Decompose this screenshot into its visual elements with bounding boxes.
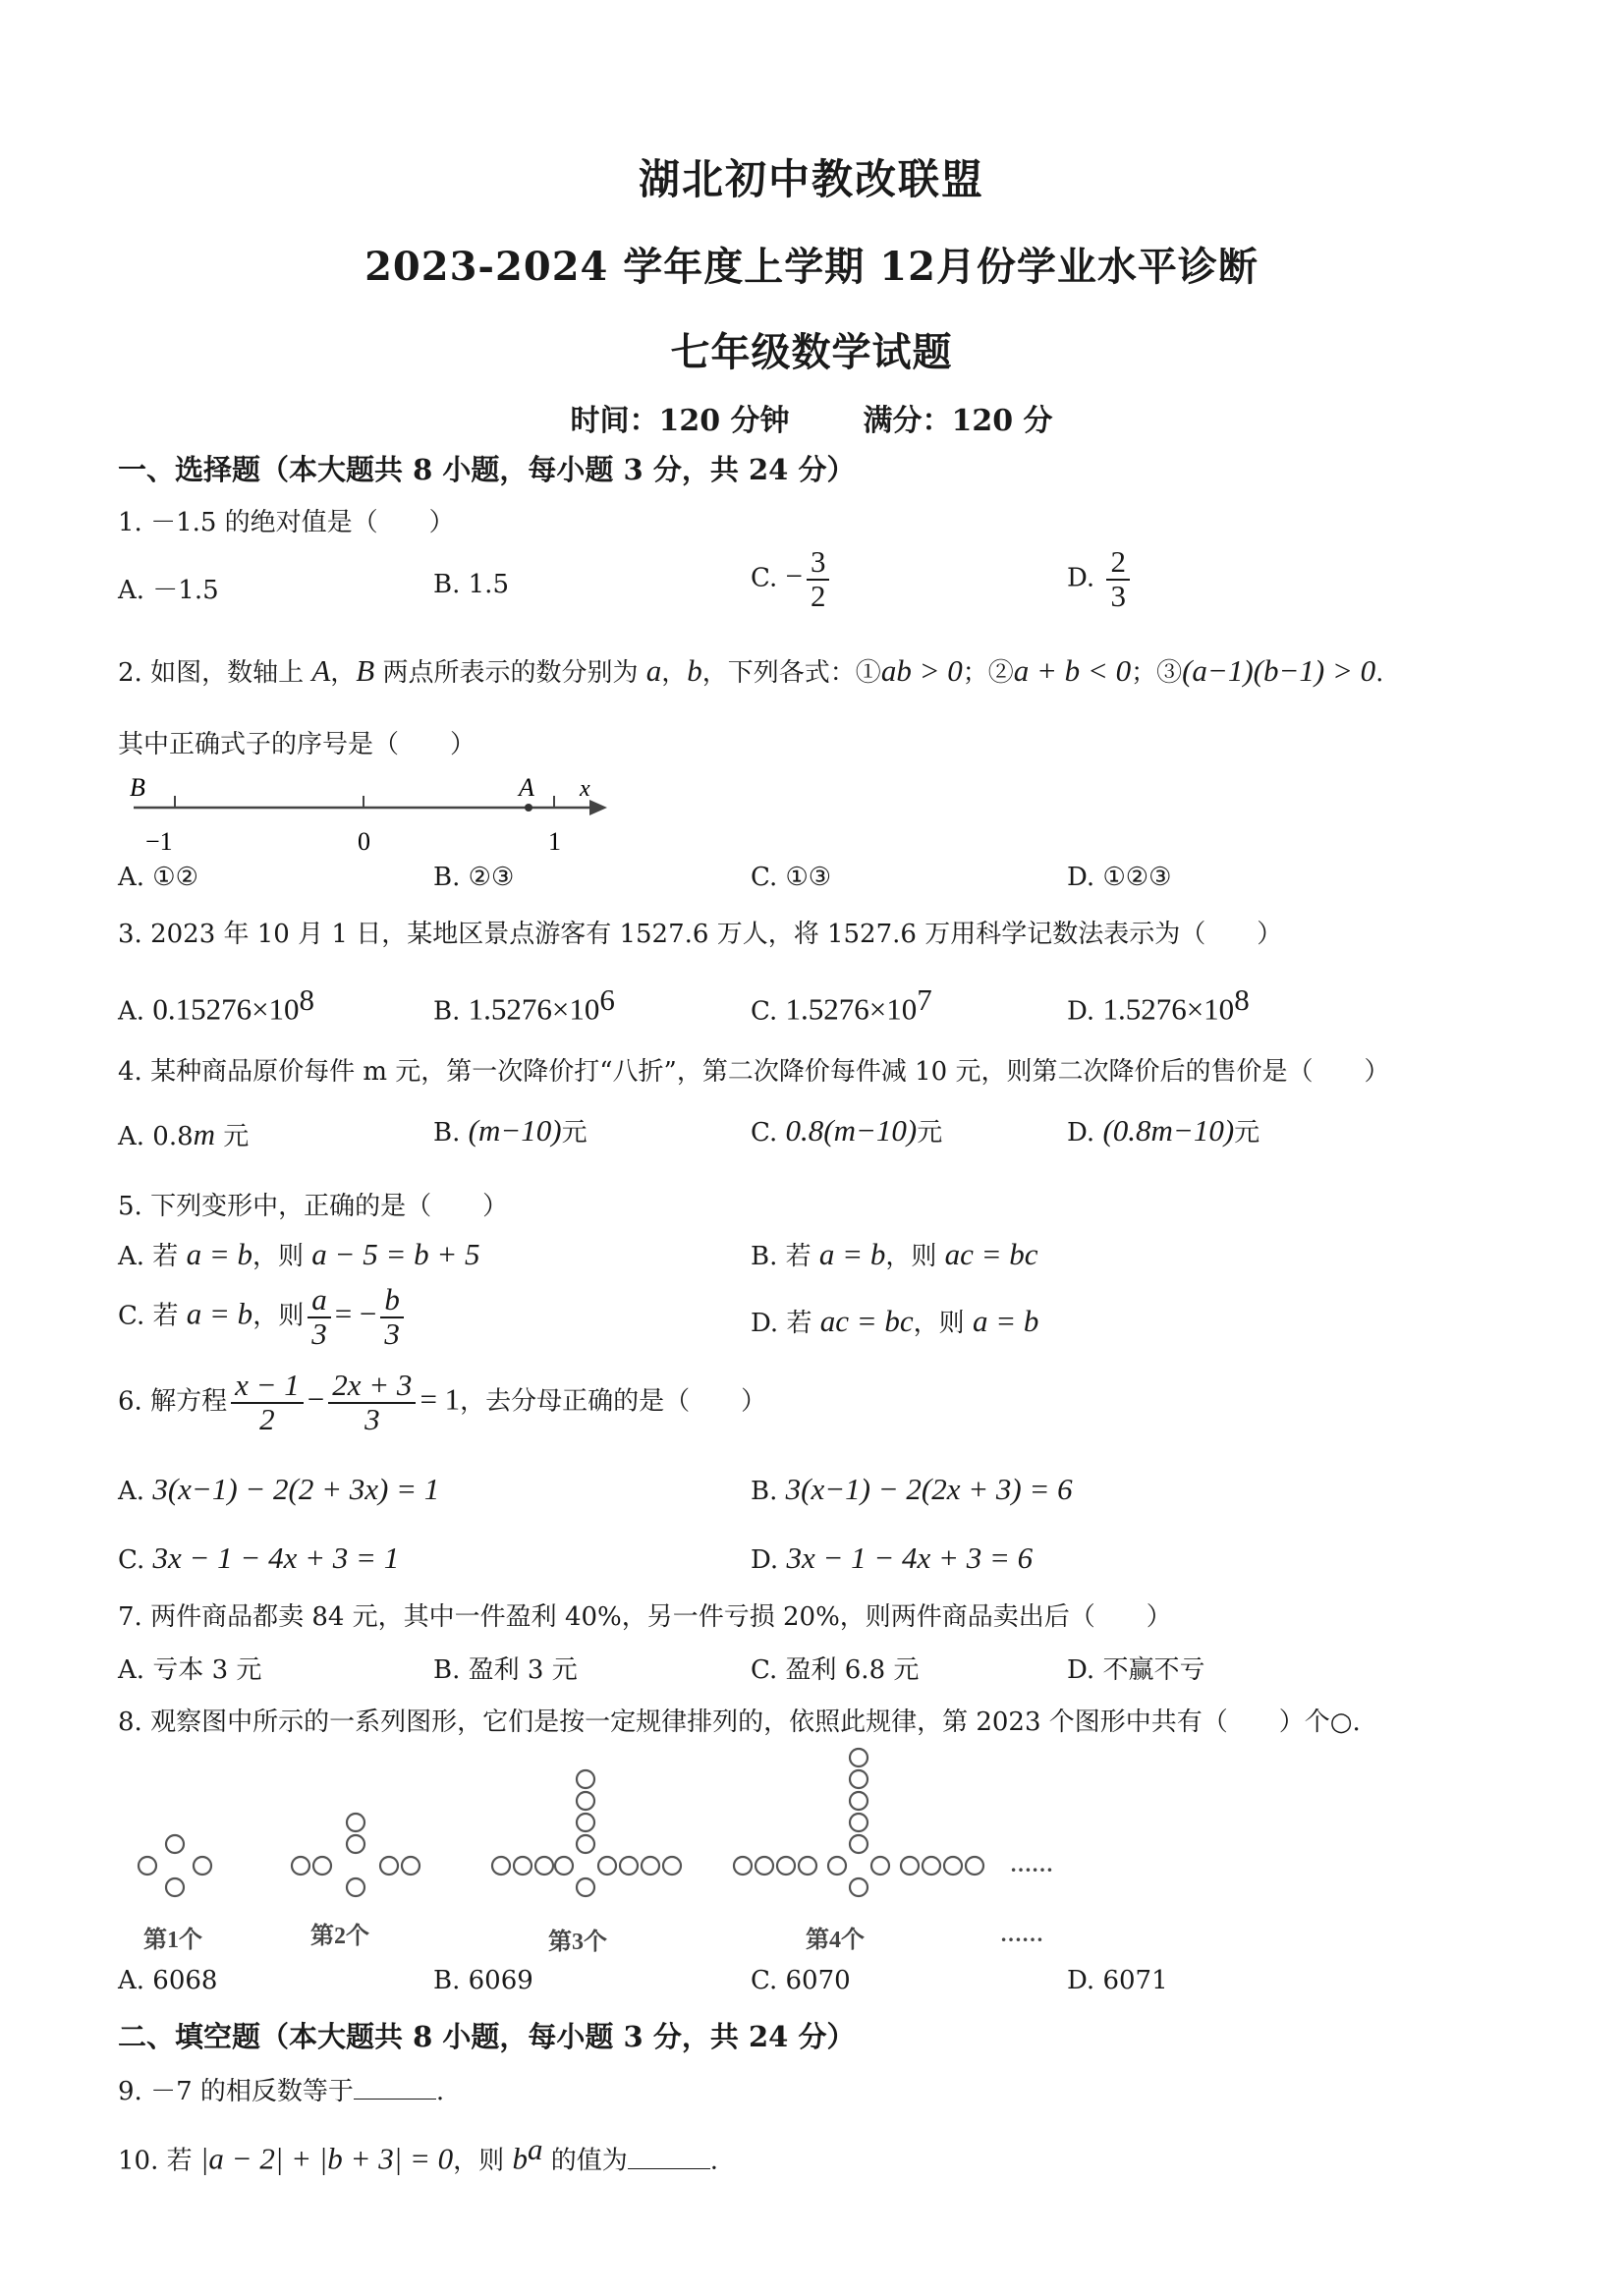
q1-option-c: C. − $\frac{3}{2}$ [751,546,833,612]
circle-mark [347,1835,364,1853]
tick-label-1: 1 [548,827,561,856]
q2-option-b: B. ②③ [433,863,515,892]
circle-mark [850,1835,867,1853]
point-a [525,804,532,812]
q6-frac-1: $\frac{x - 1}{2}$ [231,1370,304,1435]
q1-stem: 1. －1.5 的绝对值是（ ） [118,508,455,537]
fig-label-2: 第2个 [310,1924,369,1949]
q7-option-d: D. 不赢不亏 [1067,1655,1205,1685]
term-month: 12 [879,244,936,290]
circle-mark [799,1857,816,1875]
q5-option-a: A. 若 a = b，则 a − 5 = b + 5 [118,1237,480,1271]
question-2: 2. 如图，数轴上 A，B 两点所表示的数分别为 a，b，下列各式：①ab > 0；②a + b < 0；③(a−1)(b−1) > 0. [118,653,1384,688]
q8-option-a: A. 6068 [118,1966,218,1995]
q6-frac-2: $\frac{2x + 3}{3}$ [328,1370,416,1435]
circle-mark [194,1857,211,1875]
org-text: 湖北初中教改联盟 [638,155,984,203]
q4-option-d: D. (0.8m−10)元 [1067,1113,1260,1148]
fig-label-4: 第4个 [806,1928,865,1953]
circle-mark [577,1770,594,1788]
q3-option-b: B. $1.5276\times 10^6$ [433,982,615,1027]
q5-c-frac-2: $\frac{b}{3}$ [380,1284,404,1350]
q6-option-c: C. 3x − 1 − 4x + 3 = 1 [118,1540,400,1575]
circle-mark [577,1835,594,1853]
q4-option-c: C. 0.8(m−10)元 [751,1113,943,1148]
circle-mark [402,1857,420,1875]
score-label: 满分： [863,404,952,438]
q5-option-b: B. 若 a = b，则 ac = bc [751,1237,1038,1271]
term-year: 2023-2024 [364,244,609,290]
q6-option-b: B. 3(x−1) − 2(2x + 3) = 6 [751,1472,1073,1506]
circle-mark [292,1857,309,1875]
question-4: 4. 某种商品原价每件 m 元，第一次降价打“八折”，第二次降价每件减 10 元，则第二次降价后的售价是（ ） [118,1057,1390,1087]
q8-option-b: B. 6069 [433,1966,533,1995]
q4-option-a: A. 0.8m 元 [118,1117,250,1151]
question-9: 9. －7 的相反数等于 . [118,2077,445,2106]
q3-option-d: D. $1.5276\times 10^8$ [1067,982,1250,1027]
q8-option-c: C. 6070 [751,1966,851,1995]
circle-mark [620,1857,638,1875]
circle-mark [756,1857,773,1875]
question-3: 3. 2023 年 10 月 1 日，某地区景点游客有 1527.6 万人，将 1527.6 万用科学记数法表示为（ ） [118,920,1283,949]
q7-option-b: B. 盈利 3 元 [433,1655,578,1685]
label-x: x [580,776,590,802]
score-value: 120 [951,404,1014,438]
q5-option-c: C. 若 a = b，则 $\frac{a}{3}$ = − $\frac{b}{3}$ [118,1284,408,1350]
subject-text: 七年级数学试题 [670,329,953,375]
q5-option-d: D. 若 ac = bc，则 a = b [751,1304,1039,1338]
answer-blank[interactable] [354,2098,436,2100]
circle-mark [923,1857,940,1875]
circle-mark [871,1857,889,1875]
fig-label-1: 第1个 [143,1928,202,1953]
term-end: 月份学业水平诊断 [935,244,1259,290]
circle-mark [901,1857,919,1875]
circle-mark [535,1857,553,1875]
circle-mark [514,1857,532,1875]
question-10: 10. 若 |a − 2| + |b + 3| = 0，则 $b^a$ 的值为 . [118,2132,718,2176]
q1-c-fraction: $\frac{3}{2}$ [807,546,830,612]
circle-mark [598,1857,616,1875]
circle-mark [347,1814,364,1831]
circle-mark [577,1792,594,1810]
question-7: 7. 两件商品都卖 84 元，其中一件盈利 40%，另一件亏损 20%，则两件商品卖出后（ ） [118,1602,1172,1632]
q1-option-a: A. －1.5 [118,576,219,605]
circle-mark [777,1857,795,1875]
circle-mark [313,1857,331,1875]
term-title [0,236,1623,292]
q2-option-d: D. ①②③ [1067,863,1172,892]
exam-meta [0,396,1623,439]
q2-line-2: 其中正确式子的序号是（ ） [118,730,476,759]
axis-arrow-icon [589,800,607,815]
label-a: A [519,773,534,802]
answer-blank[interactable] [628,2167,710,2169]
circle-mark [577,1814,594,1831]
circle-mark [850,1749,867,1766]
q6-option-a: A. 3(x−1) − 2(2 + 3x) = 1 [118,1472,440,1506]
circle-mark [380,1857,398,1875]
circle-mark [966,1857,983,1875]
label-b: B [130,773,145,802]
q5-c-frac-1: $\frac{a}{3}$ [308,1284,331,1350]
tick-label-0: 0 [358,827,370,856]
question-1 [118,502,455,538]
circle-mark [850,1770,867,1788]
circle-mark [944,1857,962,1875]
q7-option-c: C. 盈利 6.8 元 [751,1655,920,1685]
circle-mark [492,1857,510,1875]
q2-option-c: C. ①③ [751,863,832,892]
q8-dots-label: …… [1000,1922,1043,1946]
q1-option-b: B. 1.5 [433,570,509,599]
question-8: 8. 观察图中所示的一系列图形，它们是按一定规律排列的，依照此规律，第 2023 个图形中共有（ ）个○. [118,1708,1361,1737]
subject-title [0,321,1623,377]
circle-mark [166,1835,184,1853]
circle-mark [850,1814,867,1831]
q1-option-d: D. $\frac{2}{3}$ [1067,546,1134,612]
time-label: 时间： [570,404,659,438]
question-5: 5. 下列变形中，正确的是（ ） [118,1192,509,1221]
fig-label-3: 第3个 [548,1930,607,1955]
circle-mark [734,1857,752,1875]
time-unit: 分钟 [730,404,790,438]
tick-label-neg1: −1 [145,827,173,856]
term-mid: 学年度上学期 [623,244,866,290]
circle-mark [642,1857,659,1875]
circle-mark [850,1878,867,1896]
org-title [0,147,1623,206]
circle-mark [828,1857,846,1875]
circle-mark [577,1878,594,1896]
q3-option-c: C. $1.5276\times 10^7$ [751,982,932,1027]
score-unit: 分 [1023,404,1053,438]
q4-option-b: B. (m−10)元 [433,1113,588,1148]
q8-option-d: D. 6071 [1067,1966,1168,1995]
circle-mark [555,1857,573,1875]
q3-option-a: A. $0.15276\times 10^8$ [118,982,315,1027]
q7-option-a: A. 亏本 3 元 [118,1655,262,1685]
q1-d-fraction: $\frac{2}{3}$ [1106,546,1130,612]
section-1-heading: 一、选择题（本大题共 8 小题，每小题 3 分，共 24 分） [118,453,856,486]
number-line-figure [118,766,629,865]
circle-mark [663,1857,681,1875]
section-2-heading: 二、填空题（本大题共 8 小题，每小题 3 分，共 24 分） [118,2020,856,2053]
circle-mark [347,1878,364,1896]
circle-mark [166,1878,184,1896]
q2-option-a: A. ①② [118,863,198,892]
time-value: 120 [658,404,721,438]
q6-option-d: D. 3x − 1 − 4x + 3 = 6 [751,1540,1034,1575]
question-6: 6. 解方程 $\frac{x - 1}{2}$ − $\frac{2x + 3}{3}$ = 1，去分母正确的是（ ） [118,1368,767,1436]
circle-mark [850,1792,867,1810]
circle-mark [139,1857,156,1875]
q8-dots-row: …… [1010,1852,1053,1876]
q8-pattern-figure [118,1739,1100,1975]
